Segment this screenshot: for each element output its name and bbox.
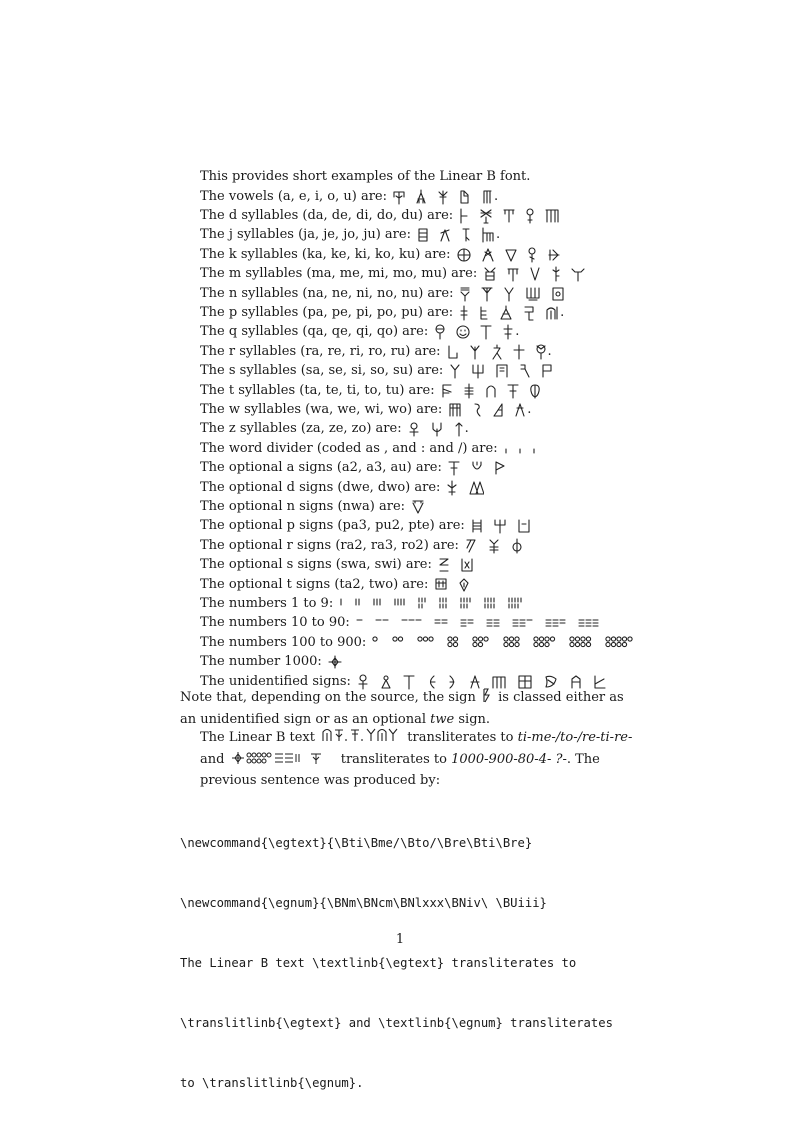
glyph-swi (460, 557, 474, 573)
glyph-dwo (468, 480, 484, 496)
glyph-te (463, 383, 475, 399)
glyph-to (507, 383, 519, 399)
glyph-sa (449, 363, 461, 379)
glyph-ne (481, 286, 493, 302)
sign-line-label: The numbers 1 to 9: (200, 595, 334, 611)
example-paragraph (180, 727, 642, 791)
glyph-wa (448, 402, 462, 418)
sign-line (200, 265, 586, 283)
sign-line (200, 226, 500, 244)
glyph-group (438, 557, 474, 573)
glyph-su (541, 363, 553, 379)
glyph-za (408, 421, 420, 437)
glyph-si (495, 363, 509, 379)
sign-line (200, 556, 475, 574)
sign-line (200, 498, 426, 516)
example-text3: and (200, 751, 225, 767)
glyph-nu (551, 286, 565, 302)
note-end: sign. (458, 711, 491, 727)
sign-line-label: The k syllables (ka, ke, ki, ko, ku) are: (200, 246, 451, 262)
glyph-mu (571, 266, 585, 282)
glyph-zo (454, 421, 464, 437)
code-line: to \translitlinb{\egnum}. (180, 1076, 364, 1090)
glyph-pa3 (471, 518, 483, 534)
numeral-6 (438, 597, 449, 611)
sign-line-label: The optional p signs (pa3, pu2, pte) are: (200, 518, 465, 534)
glyph-ta2 (434, 577, 448, 593)
glyph-di (503, 208, 515, 224)
numeral-200 (392, 636, 407, 650)
sign-line (200, 401, 531, 419)
glyph-two (458, 577, 470, 593)
glyph-group (417, 227, 495, 243)
sign-line-label: The w syllables (wa, we, wi, wo) are: (200, 401, 443, 417)
sign-line-label: The numbers 100 to 900: (200, 634, 367, 650)
sign-line-label: The m syllables (ma, me, mi, mo, mu) are: (200, 266, 478, 282)
numeral-80 (545, 616, 568, 630)
glyph-ja (417, 227, 429, 243)
sign-line-label: The number 1000: (200, 654, 322, 670)
example-text4: transliterates to (340, 751, 447, 767)
glyph-au (494, 460, 506, 476)
sign-line-trailing-punctuation: . (495, 227, 501, 243)
glyph-ro2 (511, 538, 523, 554)
sign-line (200, 343, 552, 361)
glyph-ta (441, 383, 453, 399)
glyph-u (481, 189, 493, 205)
glyph-group (504, 441, 536, 457)
numeral-800 (569, 636, 595, 650)
sign-line-label: The s syllables (sa, se, si, so, su) are: (200, 363, 444, 379)
numeral-40 (434, 616, 450, 630)
glyph-pte (517, 518, 531, 534)
glyph-i (437, 189, 449, 205)
sign-line-trailing-punctuation: . (527, 401, 532, 417)
numeral-1000 (328, 655, 342, 669)
glyph-ke (481, 247, 495, 263)
glyph-group (356, 616, 601, 630)
sign-line-trailing-punctuation: . (494, 188, 499, 204)
glyph-group (328, 655, 342, 669)
glyph-ra (447, 344, 459, 360)
sign-line-label: The q syllables (qa, qe, qi, qo) are: (200, 324, 429, 340)
sign-line (200, 537, 524, 555)
numeral-7 (459, 597, 473, 611)
glyph-group (448, 402, 526, 418)
glyph-qo (502, 324, 514, 340)
glyph-mi (529, 266, 541, 282)
example-text1: The Linear B text (200, 730, 315, 745)
glyph-group (447, 344, 547, 360)
glyph-group (411, 499, 425, 515)
example-text2: transliterates to (407, 730, 514, 745)
sign-line (200, 323, 519, 341)
sign-line-label: The unidentified signs: (200, 673, 351, 689)
glyph-ma (483, 266, 497, 282)
glyph-jo (461, 227, 471, 243)
numeral-50 (460, 616, 476, 630)
glyph-we (472, 402, 482, 418)
numeral-1 (339, 597, 344, 611)
numeral-2 (354, 597, 362, 611)
code-line: The Linear B text \textlinb{\egtext} transliterates to (180, 956, 577, 970)
sign-line-trailing-punctuation: . (547, 343, 552, 359)
glyph-ze (430, 421, 444, 437)
sign-line-label: The word divider (coded as , and : and /) are: (200, 440, 498, 456)
sign-line-label: The t syllables (ta, te, ti, to, tu) are: (200, 382, 435, 398)
glyph-tu (529, 383, 541, 399)
glyph-group (457, 247, 561, 263)
glyph-no (525, 286, 541, 302)
glyph-group (448, 460, 506, 476)
glyph-nwa (411, 499, 425, 515)
numeral-600 (503, 636, 524, 650)
numeral-100 (372, 636, 382, 650)
glyph-wi (492, 402, 504, 418)
glyph-ra2 (465, 538, 477, 554)
numeral-500 (472, 636, 493, 650)
sign-line (200, 517, 532, 535)
numeral-9 (507, 597, 524, 611)
glyph-a (393, 189, 405, 205)
example-text5: . The previous sentence was produced by: (200, 751, 600, 788)
glyph-group (446, 480, 484, 496)
glyph-group (483, 266, 585, 282)
note-before: Note that, depending on the source, the sign (180, 690, 476, 705)
glyph-qe (456, 324, 470, 340)
glyph-da (459, 208, 469, 224)
intro-text: This provides short examples of the Linear B font. (200, 169, 531, 184)
word-divider (518, 441, 522, 457)
sign-line (200, 304, 564, 322)
glyph-group (459, 286, 565, 302)
code-line: \translitlinb{\egtext} and \textlinb{\egnum} transliterates (180, 1016, 613, 1030)
glyph-ki (505, 247, 517, 263)
sign-line-label: The optional d signs (dwe, dwo) are: (200, 479, 441, 495)
sign-line (200, 479, 485, 497)
numeral-700 (533, 636, 559, 650)
numeral-60 (486, 616, 502, 630)
word-divider (532, 441, 536, 457)
sign-line (200, 362, 554, 380)
glyph-swa (438, 557, 450, 573)
sign-line (200, 634, 638, 652)
glyph-ju (481, 227, 495, 243)
sign-line (200, 246, 562, 264)
numeral-5 (417, 597, 428, 611)
sign-line (200, 614, 602, 632)
note-emphasis: twe (430, 711, 455, 727)
sign-line-label: The p syllables (pa, pe, pi, po, pu) are: (200, 304, 454, 320)
glyph-group (434, 324, 514, 340)
glyph-group (408, 421, 464, 437)
sign-line-trailing-punctuation: . (560, 304, 565, 320)
glyph-qi (480, 324, 492, 340)
sign-line (200, 420, 469, 438)
sign-line-label: The r syllables (ra, re, ri, ro, ru) are: (200, 343, 441, 359)
sign-line (200, 576, 471, 594)
glyph-group (393, 189, 493, 205)
glyph-pa (459, 305, 469, 321)
glyph-do (525, 208, 535, 224)
sign-line-trailing-punctuation: . (464, 421, 469, 437)
glyph-a2 (448, 460, 460, 476)
glyph-dwe (446, 480, 458, 496)
glyph-ni (503, 286, 515, 302)
glyph-je (439, 227, 451, 243)
sign-line (200, 653, 343, 671)
glyph-pi (499, 305, 513, 321)
sign-line (200, 595, 525, 613)
numeral-4 (393, 597, 407, 611)
glyph-se (471, 363, 485, 379)
example-translit2: 1000-900-80-4- ?- (451, 751, 567, 767)
numeral-20 (375, 616, 391, 630)
glyph-group (372, 636, 637, 650)
sign-line-label: The optional r signs (ra2, ra3, ro2) are: (200, 537, 459, 553)
sign-line (200, 382, 542, 400)
glyph-de (479, 208, 493, 224)
linear-b-number-sample (231, 751, 335, 772)
glyph-ko (527, 247, 537, 263)
numeral-70 (512, 616, 535, 630)
sign-line-label: The vowels (a, e, i, o, u) are: (200, 188, 387, 204)
numeral-8 (483, 597, 497, 611)
note-after: is classed either as an unidentified sign or as an optional (180, 690, 624, 727)
glyph-twe (482, 688, 492, 710)
glyph-po (523, 305, 535, 321)
note-paragraph (180, 688, 642, 729)
glyph-group (449, 363, 553, 379)
glyph-ri (491, 344, 503, 360)
sign-line-label: The j syllables (ja, je, jo, ju) are: (200, 227, 411, 243)
code-block (180, 793, 640, 1133)
glyph-ku (547, 247, 561, 263)
glyph-me (507, 266, 519, 282)
glyph-a3 (470, 460, 484, 476)
sign-line (200, 440, 537, 458)
sign-line-label: The optional n signs (nwa) are: (200, 498, 406, 514)
sign-line-label: The optional a signs (a2, a3, au) are: (200, 460, 442, 476)
page-number: 1 (395, 932, 405, 947)
numeral-400 (447, 636, 462, 650)
glyph-group (459, 208, 559, 224)
glyph-ti (485, 383, 497, 399)
glyph-group (441, 383, 541, 399)
code-line: \newcommand{\egnum}{\BNm\BNcm\BNlxxx\BNiv\ \BUiii} (180, 896, 547, 910)
glyph-group (465, 538, 523, 554)
glyph-ra3 (487, 538, 501, 554)
sign-line (200, 285, 566, 303)
sign-line-label: The optional s signs (swa, swi) are: (200, 557, 432, 573)
example-translit1: ti-me-/to-/re-ti-re- (517, 730, 633, 745)
glyph-du (545, 208, 559, 224)
numeral-90 (578, 616, 601, 630)
glyph-group (434, 577, 470, 593)
glyph-pe (479, 305, 489, 321)
numeral-10 (356, 616, 365, 630)
glyph-ru (535, 344, 547, 360)
word-divider (504, 441, 508, 457)
glyph-group (459, 305, 559, 321)
glyph-pu (545, 305, 559, 321)
sign-line (200, 188, 498, 206)
sign-line-label: The z syllables (za, ze, zo) are: (200, 421, 402, 437)
glyph-ro (513, 344, 525, 360)
glyph-re (469, 344, 481, 360)
glyph-mo (551, 266, 561, 282)
numeral-30 (401, 616, 424, 630)
sign-line-label: The optional t signs (ta2, two) are: (200, 576, 429, 592)
numeral-300 (417, 636, 438, 650)
glyph-so (519, 363, 531, 379)
sign-line-trailing-punctuation: . (515, 324, 520, 340)
glyph-wo (514, 402, 526, 418)
code-line: \newcommand{\egtext}{\Bti\Bme/\Bto/\Bre\Bti\Bre} (180, 836, 533, 850)
glyph-ka (457, 247, 471, 263)
glyph-pu2 (493, 518, 507, 534)
sign-line-label: The numbers 10 to 90: (200, 615, 350, 631)
glyph-group (339, 597, 524, 611)
glyph-group (471, 518, 531, 534)
sign-line (200, 207, 560, 225)
glyph-o (459, 189, 471, 205)
sign-line-label: The d syllables (da, de, di, do, du) are: (200, 207, 454, 223)
glyph-qa (434, 324, 446, 340)
sign-line-label: The n syllables (na, ne, ni, no, nu) are: (200, 285, 454, 301)
numeral-900 (605, 636, 637, 650)
linear-b-text-sample (321, 727, 401, 750)
glyph-na (459, 286, 471, 302)
sign-line (200, 459, 507, 477)
glyph-e (415, 189, 427, 205)
intro-line (200, 168, 530, 186)
numeral-3 (372, 597, 383, 611)
